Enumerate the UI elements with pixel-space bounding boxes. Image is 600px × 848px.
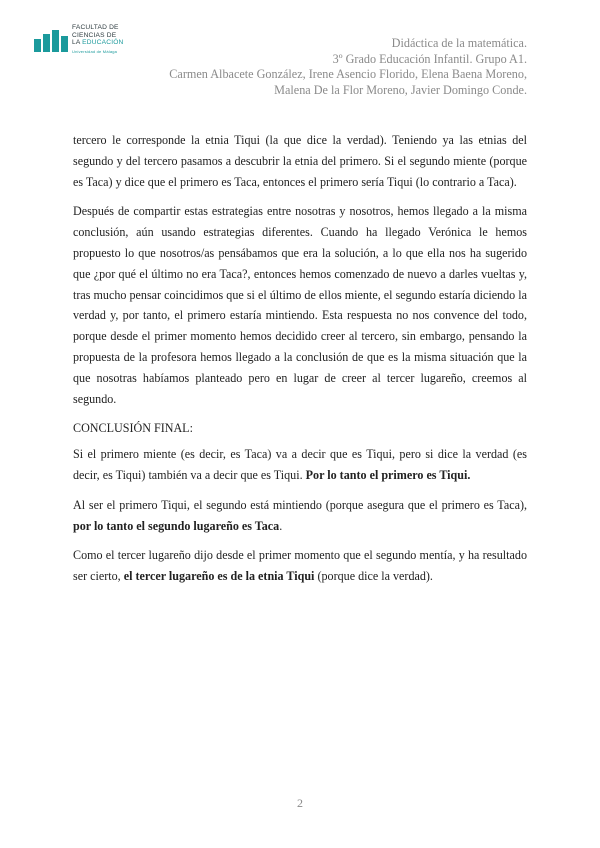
paragraph-1: tercero le corresponde la etnia Tiqui (la que dice la verdad). Teniendo ya las etnias del segundo y del tercero pasamos a descubrir la etnia del primero. Si el segundo miente (porque es Taca) y dice que el primero es Taca, entonces el primero sería Tiqui (lo contrario a Taca). bbox=[73, 133, 527, 189]
paragraph-4-text: Al ser el primero Tiqui, el segundo está mintiendo (porque asegura que el primero es Taca), bbox=[73, 497, 527, 512]
faculty-logo-text bbox=[72, 24, 164, 55]
paragraph-4-end: . bbox=[279, 518, 283, 533]
logo-line-2: CIENCIAS DE bbox=[72, 31, 117, 39]
paragraph-3 bbox=[73, 444, 527, 486]
header-course: Didáctica de la matemática. bbox=[391, 36, 527, 50]
logo-line-3-highlight: EDUCACIÓN bbox=[82, 39, 124, 47]
paragraph-4-conclusion: por lo tanto el segundo lugareño es Taca bbox=[73, 518, 280, 533]
paragraph-5-conclusion: el tercer lugareño es de la etnia Tiqui bbox=[123, 569, 315, 584]
header-authors-1: Carmen Albacete González, Irene Asencio Florido, Elena Baena Moreno, bbox=[169, 67, 527, 82]
paragraph-4 bbox=[73, 495, 527, 537]
faculty-logo bbox=[34, 24, 164, 60]
faculty-logo-icon bbox=[34, 30, 68, 52]
logo-line-3 bbox=[72, 39, 164, 47]
paragraph-3-conclusion: Por lo tanto el primero es Tiqui. bbox=[305, 467, 471, 482]
logo-line-3-prefix: LA bbox=[72, 39, 81, 47]
paragraph-5 bbox=[73, 545, 527, 587]
paragraph-3-text: Si el primero miente (es decir, es Taca) va a decir que es Tiqui, pero si dice la verdad (es decir, es Tiqui) también va a decir que es Tiqui. bbox=[73, 447, 527, 482]
header-group: 3º Grado Educación Infantil. Grupo A1. bbox=[332, 51, 527, 66]
logo-tagline: Universidad de Málaga bbox=[72, 48, 118, 54]
page-number: 2 bbox=[297, 796, 303, 810]
logo-line-1: FACULTAD DE bbox=[72, 24, 119, 31]
document-header bbox=[169, 36, 527, 98]
paragraph-5-text: Como el tercer lugareño dijo desde el primer momento que el segundo mentía, y ha resultado ser cierto, bbox=[73, 548, 527, 584]
paragraph-5-end: (porque dice la verdad). bbox=[317, 569, 433, 584]
paragraph-2: Después de compartir estas estrategias entre nosotras y nosotros, hemos llegado a la misma conclusión, aún usando estrategias diferentes. Cuando ha llegado Verónica le hemos propuesto lo que nosotros/as pensábamos que era la solución, a lo que ella nos ha sugerido que ¿por qué el último no era Taca?, entonces hemos comenzado de nuevo a darles vueltas y, tras mucho pensar coincidimos que si el último de ellos miente, el segundo estaría diciendo la verdad y, por tanto, el primero estaría mintiendo. Esta respuesta no nos convence del todo, porque desde el primer momento hemos decidido creer al tercero, sin embargo, pensando la propuesta de la profesora hemos llegado a la conclusión de que es la misma situación que la que nosotras habíamos planteado pero en lugar de creer al tercer lugareño, creemos al segundo. bbox=[73, 204, 527, 406]
header-authors-2: Malena De la Flor Moreno, Javier Domingo Conde. bbox=[274, 82, 527, 97]
document-body bbox=[73, 130, 527, 596]
section-heading: CONCLUSIÓN FINAL: bbox=[73, 421, 193, 436]
